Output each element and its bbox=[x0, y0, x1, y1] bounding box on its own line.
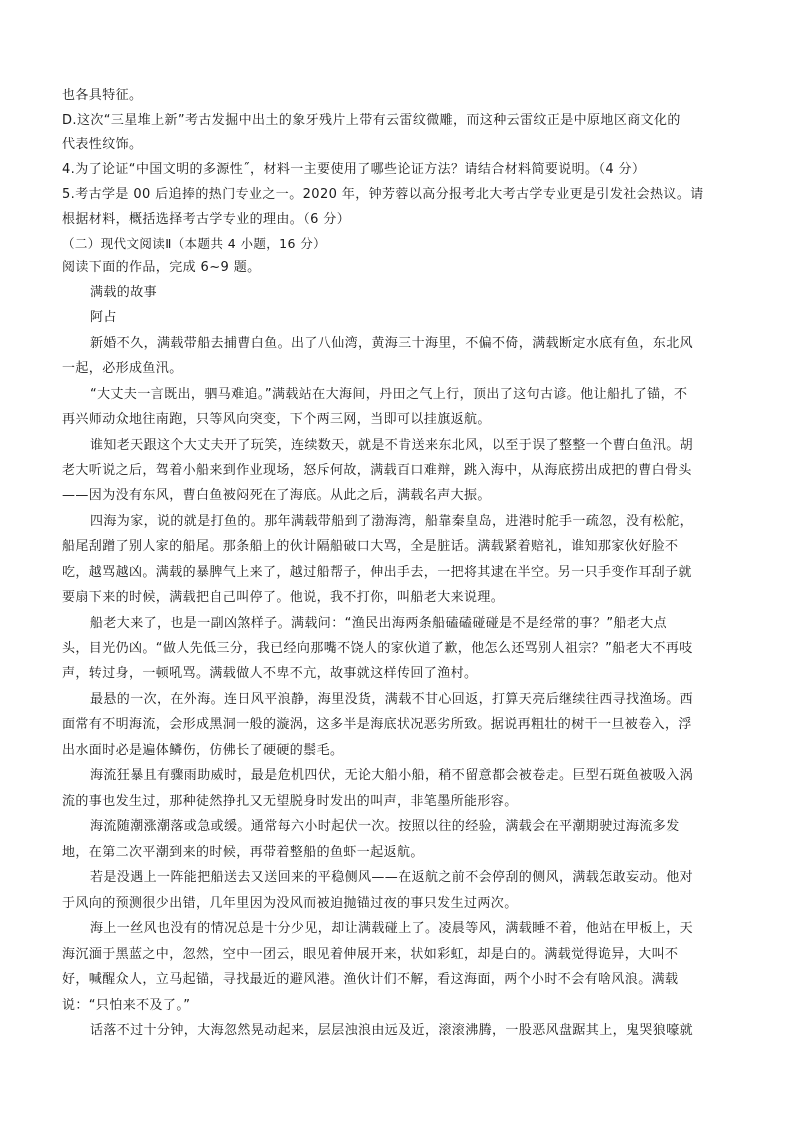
paragraph-line: 船尾刮蹭了别人家的船尾。那条船上的伙计隔船破口大骂，全是脏话。满载紧着赔礼，谁知那家伙好脸不 bbox=[62, 539, 679, 554]
paragraph-line: “大丈夫一言既出，驷马难追。”满载站在大海间，丹田之气上行，顶出了这句古谚。他让船扎了锚，不 bbox=[90, 387, 688, 402]
paragraph-line: 好，喊醒众人，立马起锚，寻找最近的避风港。渔伙计们不解，看这海面，两个小时不会有啥风浪。满载 bbox=[62, 972, 679, 987]
paragraph-line: 地，在第二次平潮到来的时候，再带着整船的鱼虾一起返航。 bbox=[62, 845, 424, 860]
paragraph-line: 老大听说之后，驾着小船来到作业现场，怒斥何故，满载百口难辩，跳入海中，从海底捞出成把的曹白骨头 bbox=[62, 463, 692, 478]
paragraph-line: 流的事也发生过，那种徒然挣扎又无望脱身时发出的叫声，非笔墨所能形容。 bbox=[62, 794, 518, 809]
instruction-line: 阅读下面的作品，完成 6~9 题。 bbox=[62, 260, 261, 275]
option-d-line: D.这次“三星堆上新”考古发掘中出土的象牙残片上带有云雷纹微雕，而这种云雷纹正是中原地区商文化的 bbox=[62, 113, 681, 128]
paragraph-line: ——因为没有东风，曹白鱼被闷死在了海底。从此之后，满载名声大振。 bbox=[62, 488, 491, 503]
paragraph-line: 谁知老天跟这个大丈夫开了玩笑，连续数天，就是不肯送来东北风，以至于误了整整一个曹白鱼汛。胡 bbox=[90, 438, 694, 453]
section-heading: （二）现代文阅读Ⅱ（本题共 4 小题，16 分） bbox=[62, 236, 327, 251]
paragraph-line: 面常有不明海流，会形成黑洞一般的漩涡，这多半是海底状况恶劣所致。据说再粗壮的树干一旦被卷入，浮 bbox=[62, 717, 692, 732]
story-title: 满载的故事 bbox=[90, 285, 158, 300]
paragraph-line: 说：“只怕来不及了。” bbox=[62, 998, 191, 1013]
text-line: 根据材料，概括选择考古学专业的理由。（6 分） bbox=[62, 212, 351, 227]
paragraph-line: 头，目光仍凶。“做人先低三分，我已经向那嘴不饶人的家伙道了歉，他怎么还骂别人祖宗？”船老大不再吱 bbox=[62, 641, 693, 656]
paragraph-line: 最悬的一次，在外海。连日风平浪静，海里没货，满载不甘心回返，打算天亮后继续往西寻找渔场。西 bbox=[90, 692, 694, 707]
text-line: 代表性纹饰。 bbox=[62, 137, 143, 152]
story-author: 阿占 bbox=[90, 310, 117, 325]
paragraph-line: 再兴师动众地往南跑，只等风向突变，下个两三网，当即可以挂旗返航。 bbox=[62, 412, 491, 427]
paragraph-line: 要扇下来的时候，满载把自己叫停了。他说，我不打你，叫船老大来说理。 bbox=[62, 590, 505, 605]
paragraph-line: 海流狂暴且有骤雨助威时，最是危机四伏，无论大船小船，稍不留意都会被卷走。巨型石斑鱼被吸入涡 bbox=[90, 768, 694, 783]
text-line: 也各具特征。 bbox=[62, 88, 143, 103]
paragraph-line: 海上一丝风也没有的情况总是十分少见，却让满载碰上了。凌晨等风，满载睡不着，他站在甲板上，天 bbox=[90, 921, 694, 936]
paragraph-line: 新婚不久，满载带船去捕曹白鱼。出了八仙湾，黄海三十海里，不偏不倚，满载断定水底有鱼，东北风 bbox=[90, 336, 694, 351]
paragraph-line: 一起，必形成鱼汛。 bbox=[62, 361, 183, 376]
paragraph-line: 海流随潮涨潮落或急或缓。通常每六小时起伏一次。按照以往的经验，满载会在平潮期驶过海流多发 bbox=[90, 819, 680, 834]
paragraph-line: 话落不过十分钟，大海忽然晃动起来，层层浊浪由远及近，滚滚沸腾，一股恶风盘踞其上，鬼哭狼嚎就 bbox=[90, 1023, 694, 1038]
question-5: 5.考古学是 00 后追捧的热门专业之一。2020 年，钟芳蓉以高分报考北大考古学专业更是引发社会热议。请 bbox=[62, 187, 704, 202]
paragraph-line: 声，转过身，一顿吼骂。满载做人不卑不亢，故事就这样传回了渔村。 bbox=[62, 666, 478, 681]
paragraph-line: 海沉湎于黑蓝之中，忽然，空中一团云，眼见着伸展开来，状如彩虹，却是白的。满载觉得诡异，大叫不 bbox=[62, 947, 679, 962]
question-4: 4.为了论证“中国文明的多源性˝，材料一主要使用了哪些论证方法？请结合材料简要说明。（4 分） bbox=[62, 162, 646, 177]
paragraph-line: 若是没遇上一阵能把船送去又送回来的平稳侧风——在返航之前不会停刮的侧风，满载怎敢妄动。他对 bbox=[90, 870, 694, 885]
paragraph-line: 船老大来了，也是一副凶煞样子。满载问：“渔民出海两条船磕磕碰碰是不是经常的事？”船老大点 bbox=[90, 616, 668, 631]
paragraph-line: 于风向的预测很少出错，几年里因为没风而被迫抛锚过夜的事只发生过两次。 bbox=[62, 896, 518, 911]
paragraph-line: 吃，越骂越凶。满载的暴脾气上来了，越过船帮子，伸出手去，一把将其逮在半空。另一只手变作耳刮子就 bbox=[62, 565, 692, 580]
paragraph-line: 四海为家，说的就是打鱼的。那年满载带船到了渤海湾，船靠秦皇岛，进港时舵手一疏忽，没有松舵， bbox=[90, 514, 694, 529]
paragraph-line: 出水面时必是遍体鳞伤，仿佛长了硬硬的鬃毛。 bbox=[62, 743, 344, 758]
